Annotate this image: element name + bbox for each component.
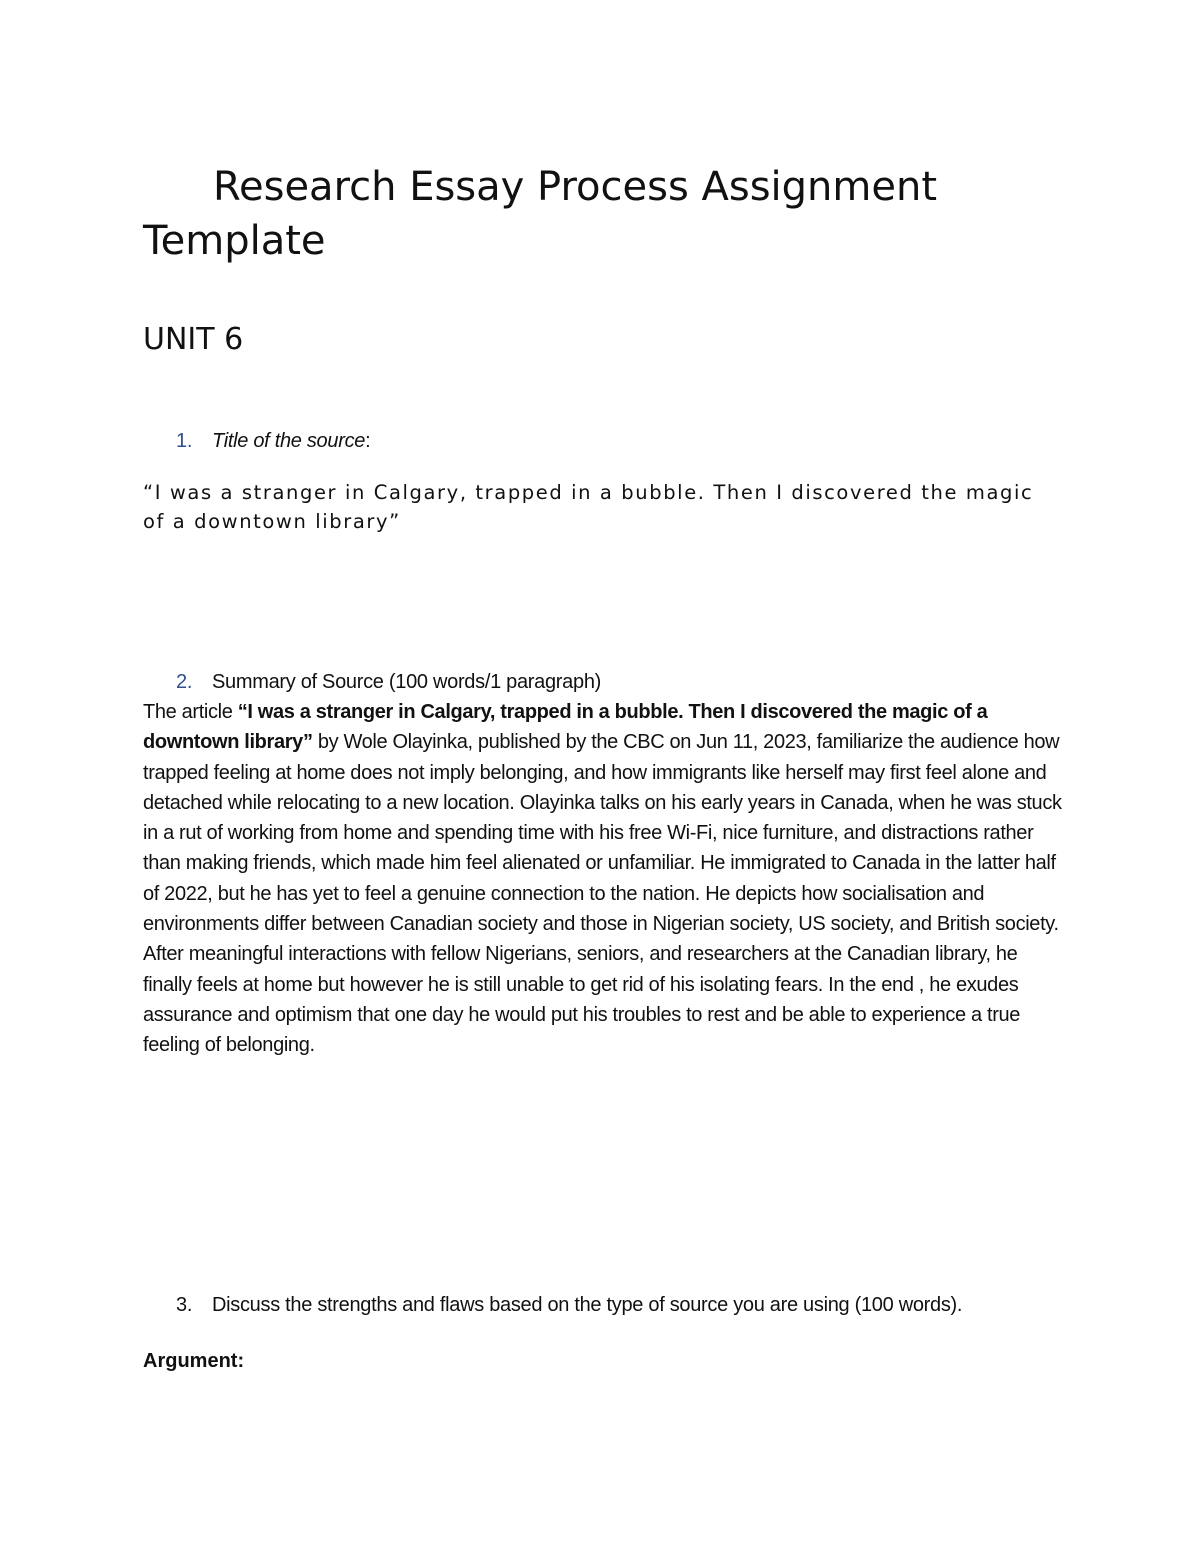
list-item-label: Discuss the strengths and flaws based on the type of source you are using (100 words). <box>212 1294 963 1316</box>
list-item-title-of-source <box>176 426 370 456</box>
list-item-strengths-and-flaws <box>176 1290 962 1320</box>
summary-lead: The article <box>143 701 238 723</box>
list-number: 1. <box>176 430 193 452</box>
summary-article-title: “I was a stranger in Calgary, trapped in a bubble. Then I discovered the magic of a downtown library” <box>143 701 988 754</box>
argument-label: Argument: <box>143 1350 245 1372</box>
list-item-label: Title of the source <box>212 430 366 452</box>
document-title: Research Essay Process Assignment Template <box>143 164 938 264</box>
list-number: 3. <box>176 1294 193 1316</box>
list-item-suffix: : <box>365 430 371 452</box>
list-item-label: Summary of Source (100 words/1 paragraph) <box>212 671 601 693</box>
summary-body: by Wole Olayinka, published by the CBC on Jun 11, 2023, familiarize the audience how trapped feeling at home does not imply belonging, and how immigrants like herself may first feel alone and detached while relocating to a new location. Olayinka talks on his early years in Canada, when he was stuck in a rut of working from home and spending time with his free Wi-Fi, nice furniture, and distractions rather than making friends, which made him feel alienated or unfamiliar. He immigrated to Canada in the latter half of 2022, but he has yet to feel a genuine connection to the nation. He depicts how socialisation and environments differ between Canadian society and those in Nigerian society, US society, and British society. After meaningful interactions with fellow Nigerians, seniors, and researchers at the Canadian library, he finally feels at home but however he is still unable to get rid of his isolating fears. In the end , he exudes assurance and optimism that one day he would put his troubles to rest and be able to experience a true feeling of belonging. <box>143 731 1062 1057</box>
unit-heading: UNIT 6 <box>143 322 244 357</box>
list-number: 2. <box>176 671 193 693</box>
list-item-summary-of-source <box>176 667 601 697</box>
source-title-quote: “I was a stranger in Calgary, trapped in a bubble. Then I discovered the magic of a downtown library” <box>143 481 1034 533</box>
summary-paragraph <box>143 697 1068 1061</box>
